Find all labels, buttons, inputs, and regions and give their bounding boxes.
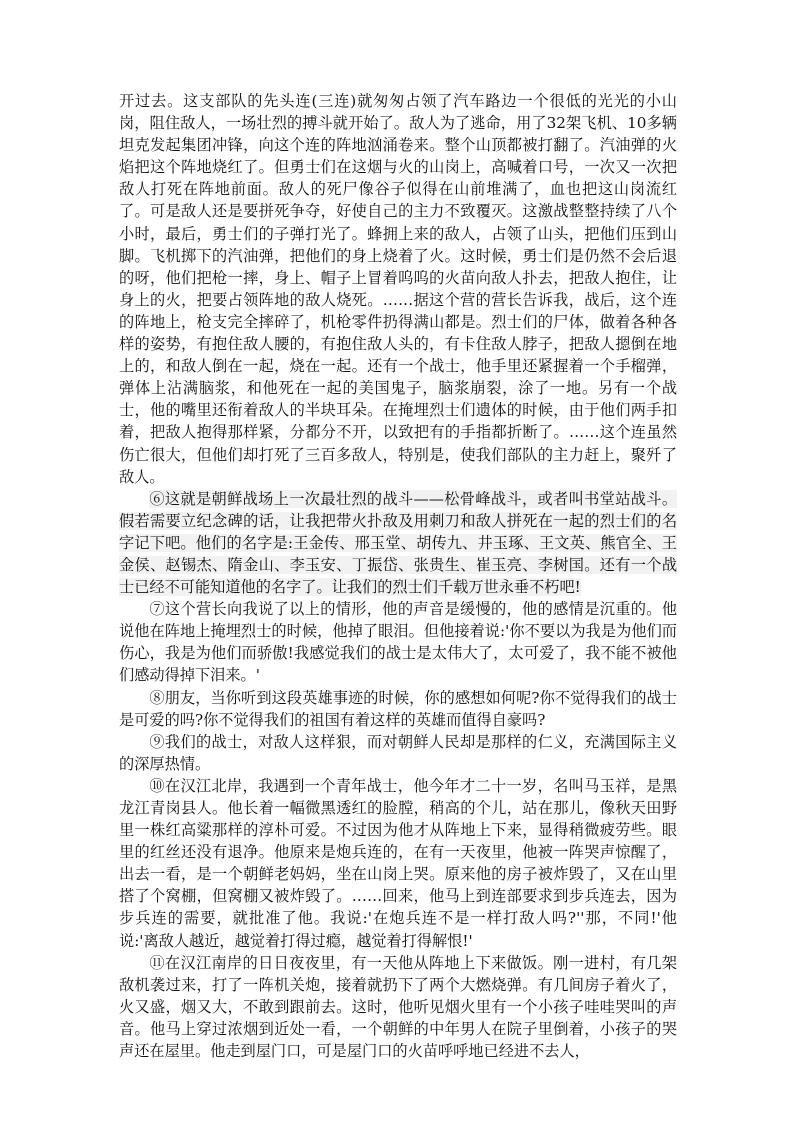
paragraph-6-text: ⑥这就是朝鲜战场上一次最壮烈的战斗——松骨峰战斗，或者叫书堂站战斗。假若需要立纪念碑的话，让我把带火扑敌及用刺刀和敌人拼死在一起的烈士们的名字记下吧。他们的名字是:王金传、邢玉堂、胡传九、井玉琢、王文英、熊官全、王金侯、赵锡杰、隋金山、李玉安、丁振岱、张贵生、崔玉亮、李树国。还有一个战士已经不可能知道他的名字了。让我们的烈士们千载万世永垂不朽吧! [119,489,677,597]
paragraph-8: ⑧朋友，当你听到这段英雄事迹的时候，你的感想如何呢?你不觉得我们的战士是可爱的吗?你不觉得我们的祖国有着这样的英雄而值得自豪吗? [119,688,677,729]
paragraph-10: ⑩在汉江北岸，我遇到一个青年战士，他今年才二十一岁，名叫马玉祥，是黑龙江青岗县人。他长着一幅微黑透红的脸膛，稍高的个儿，站在那儿，像秋天田野里一株红高粱那样的淳朴可爱。不过因为他才从阵地上下来，显得稍微疲劳些。眼里的红丝还没有退净。他原来是炮兵连的，在有一天夜里，他被一阵哭声惊醒了，出去一看，是一个朝鲜老妈妈，坐在山岗上哭。原来他的房子被炸毁了，又在山里搭了个窝棚，但窝棚又被炸毁了。……回来，他马上到连部要求到步兵连去，因为步兵连的需要，就批准了他。我说:'在炮兵连不是一样打敌人吗?''那，不同!'他说:'离敌人越近，越觉着打得过瘾，越觉着打得解恨!' [119,776,677,950]
document-page [119,90,677,1062]
paragraph-9: ⑨我们的战士，对敌人这样狠，而对朝鲜人民却是那样的仁义，充满国际主义的深厚热情。 [119,732,677,773]
paragraph-6 [119,488,677,598]
paragraph-5-continued: 开过去。这支部队的先头连(三连)就匆匆占领了汽车路边一个很低的光光的小山岗，阻住敌人，一场壮烈的搏斗就开始了。敌人为了逃命，用了32架飞机、10多辆坦克发起集团冲锋，向这个连的阵地汹涌卷来。整个山顶都被打翻了。汽油弹的火焰把这个阵地烧红了。但勇士们在这烟与火的山岗上，高喊着口号，一次又一次把敌人打死在阵地前面。敌人的死尸像谷子似得在山前堆满了，血也把这山岗流红了。可是敌人还是要拼死争夺，好使自己的主力不致覆灭。这激战整整持续了八个小时，最后，勇士们的子弹打光了。蜂拥上来的敌人，占领了山头，把他们压到山脚。飞机掷下的汽油弹，把他们的身上烧着了火。这时候，勇士们是仍然不会后退的呀，他们把枪一摔，身上、帽子上冒着呜呜的火苗向敌人扑去，把敌人抱住，让身上的火，把要占领阵地的敌人烧死。……据这个营的营长告诉我，战后，这个连的阵地上，枪支完全摔碎了，机枪零件扔得满山都是。烈士们的尸体，做着各种各样的姿势，有抱住敌人腰的，有抱住敌人头的，有卡住敌人脖子，把敌人摁倒在地上的，和敌人倒在一起，烧在一起。还有一个战士，他手里还紧握着一个手榴弹，弹体上沾满脑浆，和他死在一起的美国鬼子，脑浆崩裂，涂了一地。另有一个战士，他的嘴里还衔着敌人的半块耳朵。在掩埋烈士们遗体的时候，由于他们两手扣着，把敌人抱得那样紧，分都分不开，以致把有的手指都折断了。……这个连虽然伤亡很大，但他们却打死了三百多敌人，特别是，使我们部队的主力赶上，聚歼了敌人。 [119,92,677,486]
paragraph-11: ⑪在汉江南岸的日日夜夜里，有一天他从阵地上下来做饭。刚一进村，有几架敌机袭过来，打了一阵机关炮，接着就扔下了两个大燃烧弹。有几间房子着火了，火又盛，烟又大，不敢到跟前去。这时，他听见烟火里有一个小孩子哇哇哭叫的声音。他马上穿过浓烟到近处一看，一个朝鲜的中年男人在院子里倒着，小孩子的哭声还在屋里。他走到屋门口，可是屋门口的火苗呼呼地已经进不去人， [119,953,677,1061]
paragraph-7: ⑦这个营长向我说了以上的情形，他的声音是缓慢的，他的感情是沉重的。他说他在阵地上掩埋烈士的时候，他掉了眼泪。但他接着说:'你不要以为我是为他们而伤心，我是为他们而骄傲!我感觉我们的战士是太伟大了，太可爱了，我不能不被他们感动得掉下泪来。' [119,600,677,685]
